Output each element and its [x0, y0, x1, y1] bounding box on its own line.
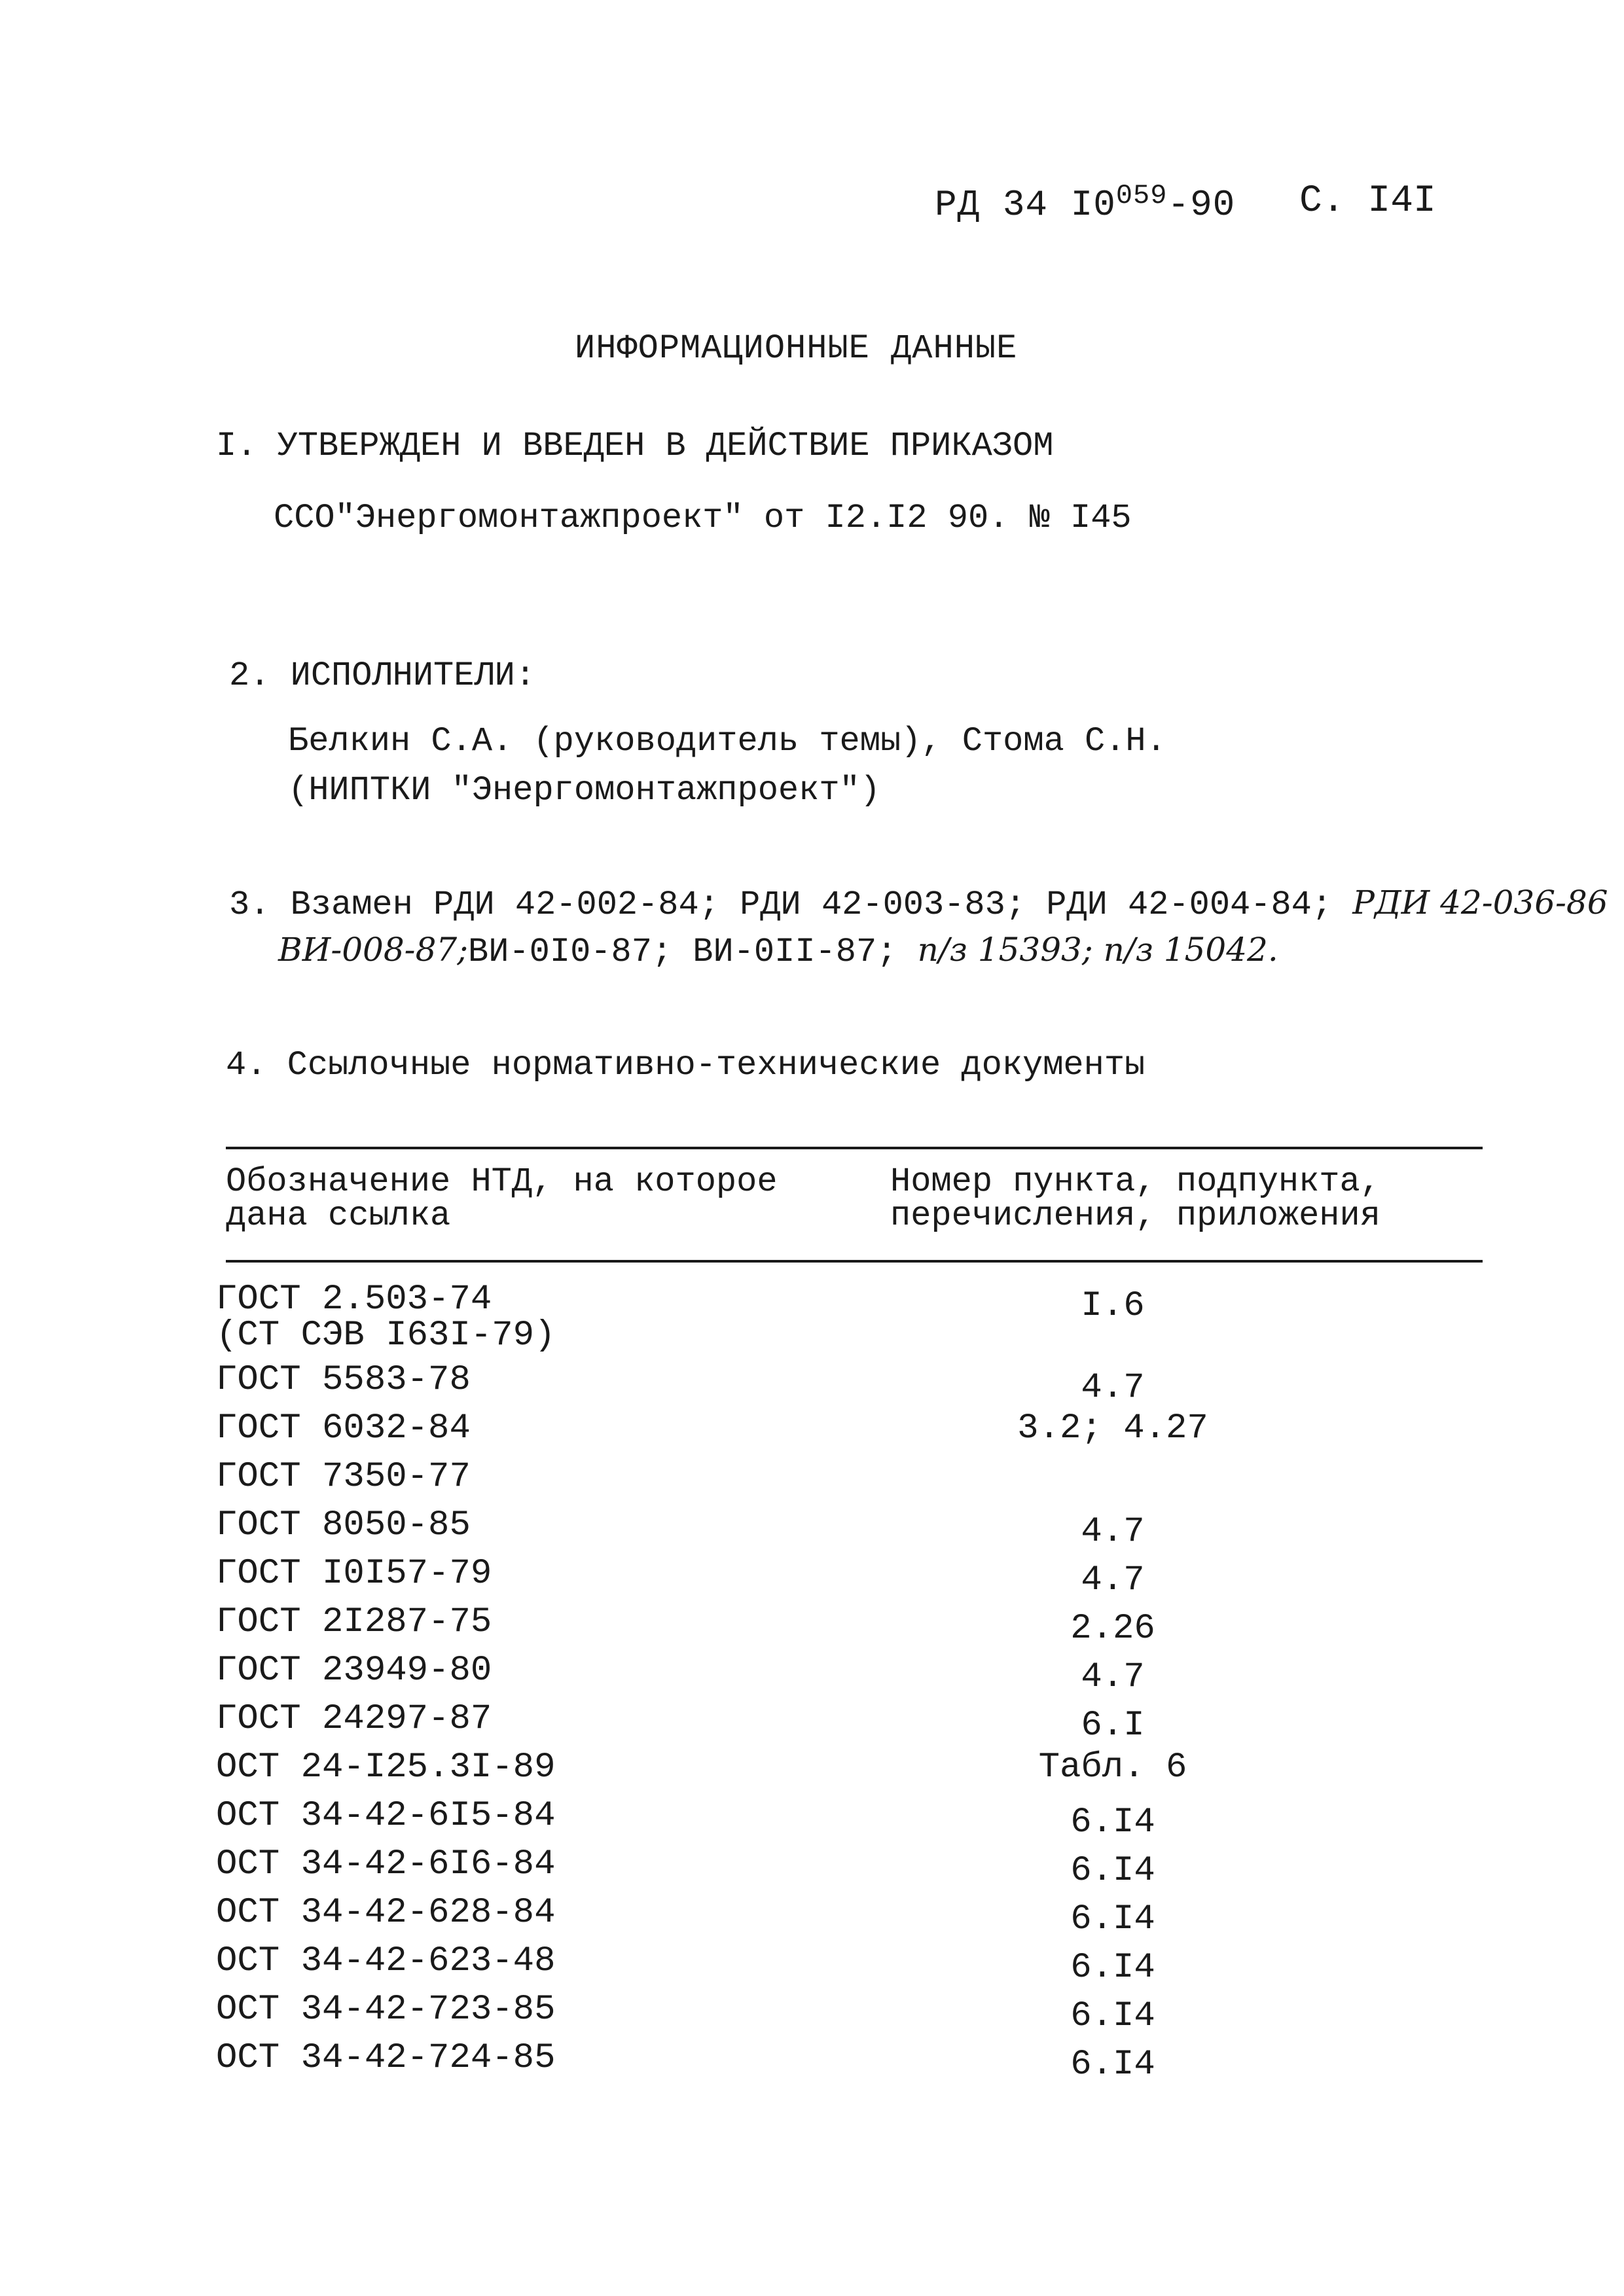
- table-cell-document: ГОСТ 7350-77: [216, 1457, 471, 1497]
- table-row: [216, 1457, 1460, 1496]
- section-2-line-1: Белкин С.А. (руководитель темы), Стома С.Н.: [288, 722, 1166, 761]
- document-code-suffix: -90: [1167, 184, 1236, 226]
- table-row: [216, 1796, 1460, 1842]
- table-row: [216, 1651, 1460, 1697]
- table-cell-reference: 4.7: [1081, 1368, 1145, 1408]
- section-1-line-2: ССО"Энергомонтажпроект" от I2.I2 90. № I45: [274, 499, 1132, 537]
- table-cell-reference: 4.7: [1081, 1560, 1145, 1600]
- section-4-heading: 4. Ссылочные нормативно-технические документы: [226, 1046, 1146, 1085]
- section-3-typed-text: 3. Взамен РДИ 42-002-84; РДИ 42-003-83; РДИ 42-004-84;: [229, 886, 1333, 924]
- table-cell-document: ГОСТ 5583-78: [216, 1360, 471, 1400]
- table-cell-document: ГОСТ 2I287-75: [216, 1602, 492, 1642]
- table-cell-reference: 6.I: [1081, 1706, 1145, 1746]
- section-1-line-1: I. УТВЕРЖДЕН И ВВЕДЕН В ДЕЙСТВИЕ ПРИКАЗОМ: [216, 427, 1054, 465]
- table-row: [216, 1844, 1460, 1891]
- table-cell-reference: 6.I4: [1070, 2045, 1155, 2085]
- table-cell-document: ГОСТ I0I57-79: [216, 1554, 492, 1594]
- table-cell-document: ОСТ 34-42-623-48: [216, 1941, 556, 1981]
- section-3-handwritten-note-a: ВИ-008-87;: [278, 931, 469, 969]
- table-cell-reference: 6.I4: [1070, 1803, 1155, 1842]
- table-header-col-1-line-2: дана ссылка: [226, 1196, 451, 1235]
- table-cell-document: ОСТ 34-42-628-84: [216, 1893, 556, 1933]
- section-3-line-2: [278, 931, 1278, 971]
- table-cell-reference: 6.I4: [1070, 1996, 1155, 2036]
- section-2-heading: 2. ИСПОЛНИТЕЛИ:: [229, 656, 536, 695]
- table-cell-document: ГОСТ 6032-84: [216, 1408, 471, 1448]
- table-row: [216, 1699, 1460, 1746]
- table-row: [216, 1505, 1460, 1552]
- section-3-handwritten-note-b: п/з 15393; п/з 15042.: [917, 931, 1278, 969]
- table-row: [216, 1408, 1460, 1448]
- table-cell-reference: 6.I4: [1070, 1899, 1155, 1939]
- page-title: ИНФОРМАЦИОННЫЕ ДАННЫЕ: [575, 329, 1018, 368]
- table-cell-reference: I.6: [1081, 1286, 1145, 1326]
- table-cell-document: ОСТ 34-42-724-85: [216, 2038, 556, 2078]
- table-row: [216, 2038, 1460, 2085]
- table-row: [216, 1360, 1460, 1408]
- table-cell-document: ОСТ 34-42-6I6-84: [216, 1844, 556, 1884]
- section-3-handwritten-note: РДИ 42-036-86: [1352, 884, 1608, 922]
- section-3-line-1: [229, 884, 1608, 924]
- page-number: С. I4I: [1299, 180, 1436, 223]
- table-header-col-2-line-2: перечисления, приложения: [890, 1196, 1380, 1235]
- table-cell-reference: Табл. 6: [1038, 1748, 1187, 1787]
- table-cell-document: ОСТ 24-I25.3I-89: [216, 1748, 556, 1787]
- table-cell-reference: 2.26: [1070, 1609, 1155, 1649]
- table-cell-reference: 4.7: [1081, 1512, 1145, 1552]
- table-cell-reference: 6.I4: [1070, 1948, 1155, 1988]
- table-cell-document: ОСТ 34-42-723-85: [216, 1990, 556, 2030]
- table-row: [216, 1990, 1460, 2036]
- table-cell-reference: 6.I4: [1070, 1851, 1155, 1891]
- table-cell-document: ОСТ 34-42-6I5-84: [216, 1796, 556, 1836]
- table-top-rule: [226, 1147, 1483, 1149]
- table-header-col-1: [226, 1162, 778, 1235]
- table-cell-document: ГОСТ 2.503-74: [216, 1280, 492, 1319]
- table-cell-reference: 4.7: [1081, 1657, 1145, 1697]
- table-row: [216, 1748, 1460, 1787]
- document-code-prefix: РД 34 I0: [935, 184, 1116, 226]
- table-row: [216, 1554, 1460, 1600]
- table-row: [216, 1941, 1460, 1988]
- table-cell-document: (СТ СЭВ I63I-79): [216, 1316, 556, 1355]
- table-header-rule: [226, 1260, 1483, 1263]
- table-row: [216, 1316, 1460, 1355]
- table-row: [216, 1280, 1460, 1326]
- table-row: [216, 1602, 1460, 1649]
- table-cell-reference: 3.2; 4.27: [1017, 1408, 1208, 1448]
- table-cell-document: ГОСТ 24297-87: [216, 1699, 492, 1739]
- section-3-typed-text-2: ВИ-0I0-87; ВИ-0II-87;: [468, 933, 897, 971]
- document-code: [935, 180, 1235, 226]
- table-header-col-2-line-1: Номер пункта, подпункта,: [890, 1162, 1380, 1201]
- table-header-col-2: [890, 1162, 1380, 1235]
- table-cell-document: ГОСТ 23949-80: [216, 1651, 492, 1691]
- table-cell-document: ГОСТ 8050-85: [216, 1505, 471, 1545]
- table-header-col-1-line-1: Обозначение НТД, на которое: [226, 1162, 778, 1201]
- section-2-line-2: (НИПТКИ "Энергомонтажпроект"): [288, 771, 880, 810]
- table-row: [216, 1893, 1460, 1939]
- document-code-superscript: 059: [1115, 180, 1168, 211]
